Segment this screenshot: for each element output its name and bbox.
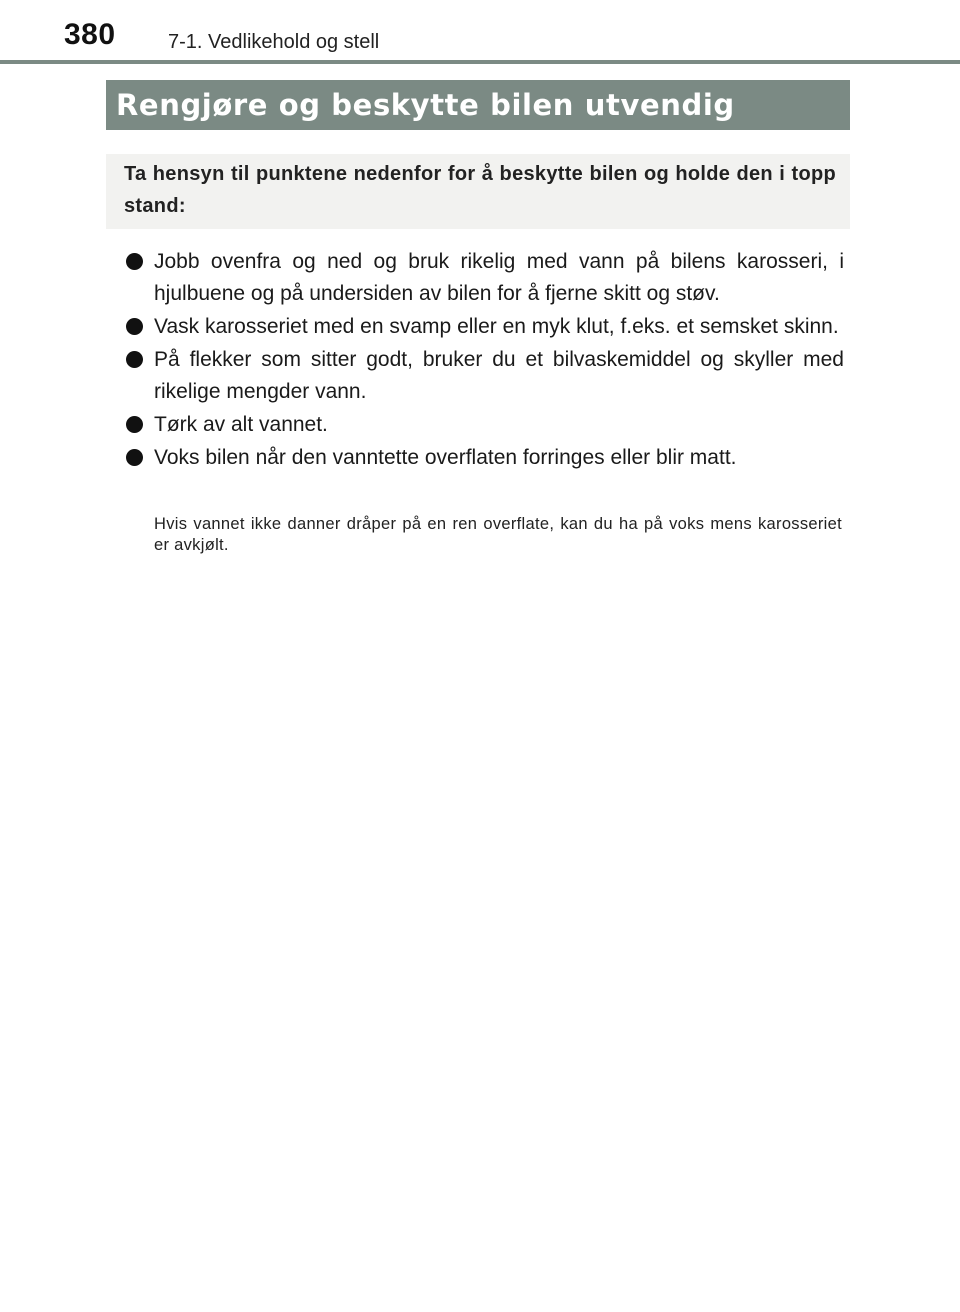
list-item-text: Jobb ovenfra og ned og bruk rikelig med vann på bilens karosseri, i hjulbuene og på undersiden av bilen for å fjerne skitt og støv. [154,250,844,305]
list-item-text: Vask karosseriet med en svamp eller en myk klut, f.eks. et semsket skinn. [154,315,839,338]
list-item-text: Tørk av alt vannet. [154,413,328,436]
list-item [126,246,844,310]
bullet-dot-icon [126,449,143,466]
bullet-dot-icon [126,351,143,368]
list-item [126,344,844,408]
list-item [126,311,844,343]
page-number: 380 [64,18,116,51]
header-rule [0,60,960,64]
section-title: Rengjøre og beskytte bilen utvendig [116,88,735,122]
list-item-text: Voks bilen når den vanntette overflaten forringes eller blir matt. [154,446,737,469]
list-item-text: På flekker som sitter godt, bruker du et bilvaskemiddel og skyller med rikelige mengder vann. [154,348,844,403]
list-item [126,442,844,474]
page-header [0,0,960,64]
bullet-dot-icon [126,253,143,270]
bullet-dot-icon [126,318,143,335]
intro-box [106,154,850,229]
list-item [126,409,844,441]
bullet-list [126,246,844,475]
section-title-bar [106,80,850,130]
bullet-dot-icon [126,416,143,433]
chapter-title: 7-1. Vedlikehold og stell [168,31,380,53]
note-text: Hvis vannet ikke danner dråper på en ren overflate, kan du ha på voks mens karosseriet er avkjølt. [154,515,842,554]
intro-text: Ta hensyn til punktene nedenfor for å beskytte bilen og holde den i topp stand: [124,163,836,217]
